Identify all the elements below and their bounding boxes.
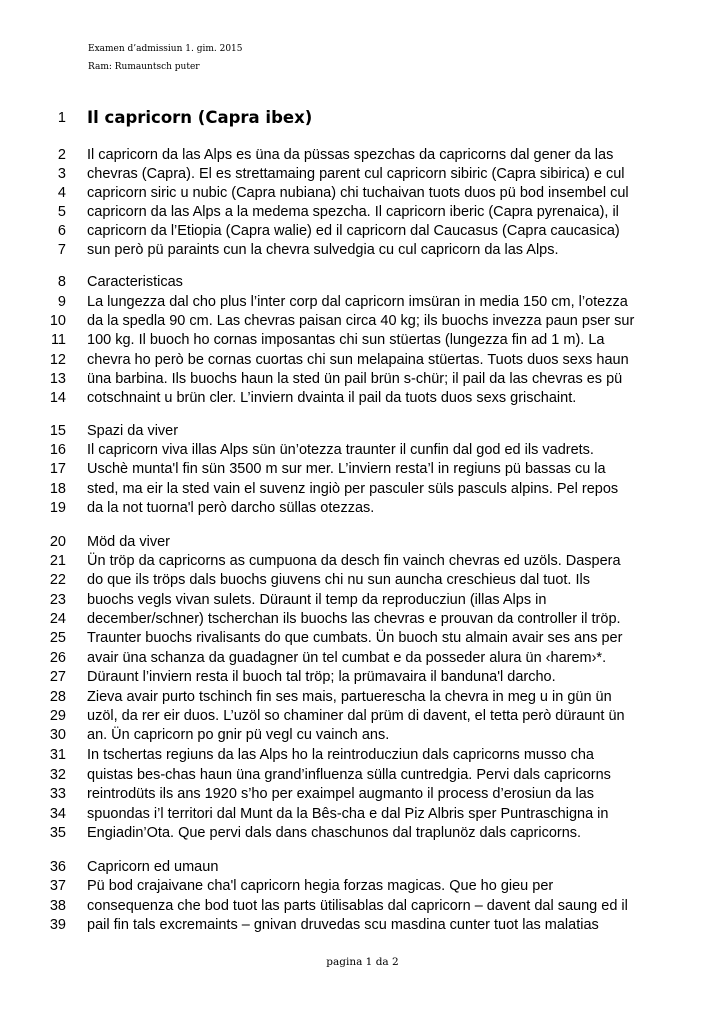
line-text: Traunter buochs rivalisants do que cumbats. Ün buoch stu almain avair ses ans per bbox=[87, 630, 623, 646]
subject-header: Ram: Rumauntsch puter bbox=[88, 62, 200, 72]
text-line bbox=[0, 725, 725, 745]
document-title: Il capricorn (Capra ibex) bbox=[87, 108, 313, 127]
line-text: buochs vegls vivan sulets. Düraunt il temp da reproducziun (illas Alps in bbox=[87, 592, 547, 608]
line-text: sted, ma eir la sted vain el suvenz ingiò per pasculer süls pasculs alpins. Pel repos bbox=[87, 481, 619, 497]
line-number: 25 bbox=[49, 630, 66, 646]
line-number: 31 bbox=[49, 747, 66, 763]
line-number: 14 bbox=[49, 390, 66, 406]
line-number: 34 bbox=[49, 806, 66, 822]
text-line bbox=[0, 687, 725, 707]
text-line bbox=[0, 590, 725, 610]
line-number: 29 bbox=[49, 708, 66, 724]
line-text: La lungezza dal cho plus l’inter corp dal capricorn imsüran in media 150 cm, l’otezza bbox=[87, 294, 628, 310]
line-number: 26 bbox=[49, 650, 66, 666]
section-heading-row bbox=[0, 421, 725, 441]
section-heading: Capricorn ed umaun bbox=[87, 859, 219, 875]
section-heading: Caracteristicas bbox=[87, 274, 183, 290]
text-line bbox=[0, 667, 725, 687]
line-number: 16 bbox=[49, 442, 66, 458]
line-number: 6 bbox=[57, 223, 66, 239]
text-line bbox=[0, 804, 725, 824]
line-number: 18 bbox=[49, 481, 66, 497]
line-number: 2 bbox=[57, 147, 66, 163]
line-text: chevras (Capra). El es strettamaing parent cul capricorn sibiric (Capra sibirica) e cul bbox=[87, 166, 625, 182]
line-number: 22 bbox=[49, 572, 66, 588]
line-number: 11 bbox=[50, 332, 66, 348]
line-text: üna barbina. Ils buochs haun la sted ün pail brün s-chür; il pail da las chevras es pü bbox=[87, 371, 623, 387]
text-line bbox=[0, 221, 725, 241]
text-line bbox=[0, 145, 725, 165]
line-number: 33 bbox=[49, 786, 66, 802]
text-line bbox=[0, 551, 725, 571]
line-number: 36 bbox=[49, 859, 66, 875]
title-row bbox=[0, 108, 725, 128]
text-line bbox=[0, 202, 725, 222]
line-text: capricorn da l’Etiopia (Capra walie) ed il capricorn dal Caucasus (Capra caucasica) bbox=[87, 223, 620, 239]
text-line bbox=[0, 823, 725, 843]
line-number: 19 bbox=[49, 500, 66, 516]
line-text: consequenza che bod tuot las parts ütilisablas dal capricorn – davent dal saung ed il bbox=[87, 898, 628, 914]
text-line bbox=[0, 706, 725, 726]
line-text: do que ils tröps dals buochs giuvens chi nu sun auncha creschieus dal tuot. Ils bbox=[87, 572, 590, 588]
text-line bbox=[0, 570, 725, 590]
line-number: 30 bbox=[49, 727, 66, 743]
text-line bbox=[0, 369, 725, 389]
line-number: 8 bbox=[57, 274, 66, 290]
line-text: Il capricorn da las Alps es üna da püssas spezchas da capricorns dal gener da las bbox=[87, 147, 614, 163]
line-text: da la spedla 90 cm. Las chevras paisan circa 40 kg; ils buochs invezza paun pser sur bbox=[87, 313, 635, 329]
text-line bbox=[0, 648, 725, 668]
text-line bbox=[0, 440, 725, 460]
line-text: Engiadin’Ota. Que pervi dals dans chaschunos dal traplunöz dals capricorns. bbox=[87, 825, 582, 841]
text-line bbox=[0, 459, 725, 479]
line-text: chevra ho però be cornas cuortas chi sun melapaina stüertas. Tuots duos sexs haun bbox=[87, 352, 629, 368]
line-number: 5 bbox=[57, 204, 66, 220]
line-text: Düraunt l’inviern resta il buoch tal tröp; la prümavaira il banduna'l darcho. bbox=[87, 669, 556, 685]
line-number: 10 bbox=[49, 313, 66, 329]
text-line bbox=[0, 628, 725, 648]
text-line bbox=[0, 240, 725, 260]
line-number: 27 bbox=[49, 669, 66, 685]
line-text: sun però pü paraints cun la chevra sulvedgia cu cul capricorn da las Alps. bbox=[87, 242, 559, 258]
line-text: quistas bes-chas haun üna grand’influenza sülla cuntredgia. Pervi dals capricorns bbox=[87, 767, 611, 783]
line-text: Uschè munta'l fin sün 3500 m sur mer. L’inviern resta’l in regiuns pü bassas cu la bbox=[87, 461, 606, 477]
text-line bbox=[0, 350, 725, 370]
line-number: 9 bbox=[57, 294, 66, 310]
line-text: reintrodüts ils ans 1920 s’ho per exaimpel augmanto il process d’erosiun da las bbox=[87, 786, 594, 802]
section-heading-row bbox=[0, 857, 725, 877]
line-number: 39 bbox=[49, 917, 66, 933]
line-number: 17 bbox=[49, 461, 66, 477]
section-heading-row bbox=[0, 532, 725, 552]
line-text: an. Ün capricorn po gnir pü vegl cu vainch ans. bbox=[87, 727, 390, 743]
section-heading-row bbox=[0, 272, 725, 292]
line-number: 1 bbox=[57, 110, 66, 126]
line-number: 4 bbox=[57, 185, 66, 201]
line-text: december/schner) tscherchan ils buochs las chevras e prouvan da controller il tröp. bbox=[87, 611, 621, 627]
text-line bbox=[0, 896, 725, 916]
line-number: 13 bbox=[49, 371, 66, 387]
line-text: 100 kg. Il buoch ho cornas imposantas chi sun stüertas (lungezza fin ad 1 m). La bbox=[87, 332, 605, 348]
line-text: Pü bod crajaivane cha'l capricorn hegia forzas magicas. Que ho gieu per bbox=[87, 878, 554, 894]
page-footer: pagina 1 da 2 bbox=[326, 956, 399, 968]
text-line bbox=[0, 164, 725, 184]
line-number: 20 bbox=[49, 534, 66, 550]
line-text: capricorn siric u nubic (Capra nubiana) chi tuchaivan tuots duos pü bod insembel cul bbox=[87, 185, 629, 201]
line-number: 12 bbox=[49, 352, 66, 368]
line-number: 32 bbox=[49, 767, 66, 783]
text-line bbox=[0, 311, 725, 331]
line-number: 37 bbox=[49, 878, 66, 894]
text-line bbox=[0, 915, 725, 935]
line-text: Il capricorn viva illas Alps sün ün’otezza traunter il cunfin dal god ed ils vadrets. bbox=[87, 442, 594, 458]
line-text: In tschertas regiuns da las Alps ho la reintroducziun dals capricorns musso cha bbox=[87, 747, 594, 763]
line-text: uzöl, da rer eir duos. L’uzöl so chaminer dal prüm di davent, el tetta però düraunt ün bbox=[87, 708, 625, 724]
text-line bbox=[0, 292, 725, 312]
line-number: 38 bbox=[49, 898, 66, 914]
line-text: cotschnaint u brün cler. L’inviern dvainta il pail da tuots duos sexs grischaint. bbox=[87, 390, 577, 406]
line-number: 15 bbox=[49, 423, 66, 439]
line-text: avair üna schanza da guadagner ün tel cumbat e da posseder alura ün ‹harem›*. bbox=[87, 650, 607, 666]
text-line bbox=[0, 479, 725, 499]
text-line bbox=[0, 745, 725, 765]
text-line bbox=[0, 876, 725, 896]
line-text: Zieva avair purto tschinch fin ses mais, partuerescha la chevra in meg u in gün ün bbox=[87, 689, 612, 705]
line-number: 7 bbox=[57, 242, 66, 258]
section-heading: Möd da viver bbox=[87, 534, 171, 550]
line-text: pail fin tals excremaints – gnivan druvedas scu masdina cunter tuot las malatias bbox=[87, 917, 599, 933]
text-line bbox=[0, 498, 725, 518]
line-text: spuondas i’l territori dal Munt da la Bês-cha e dal Piz Albris sper Puntraschigna in bbox=[87, 806, 609, 822]
text-line bbox=[0, 330, 725, 350]
line-number: 3 bbox=[57, 166, 66, 182]
line-text: Ün tröp da capricorns as cumpuona da desch fin vainch chevras ed uzöls. Daspera bbox=[87, 553, 621, 569]
section-heading: Spazi da viver bbox=[87, 423, 179, 439]
line-number: 23 bbox=[49, 592, 66, 608]
text-line bbox=[0, 765, 725, 785]
line-number: 24 bbox=[49, 611, 66, 627]
text-line bbox=[0, 784, 725, 804]
line-number: 21 bbox=[49, 553, 66, 569]
text-line bbox=[0, 183, 725, 203]
line-text: da la not tuorna'l però darcho süllas otezzas. bbox=[87, 500, 375, 516]
line-number: 28 bbox=[49, 689, 66, 705]
text-line bbox=[0, 609, 725, 629]
line-text: capricorn da las Alps a la medema spezcha. Il capricorn iberic (Capra pyrenaica), il bbox=[87, 204, 619, 220]
exam-header: Examen d’admissiun 1. gim. 2015 bbox=[88, 44, 243, 54]
line-number: 35 bbox=[49, 825, 66, 841]
text-line bbox=[0, 388, 725, 408]
